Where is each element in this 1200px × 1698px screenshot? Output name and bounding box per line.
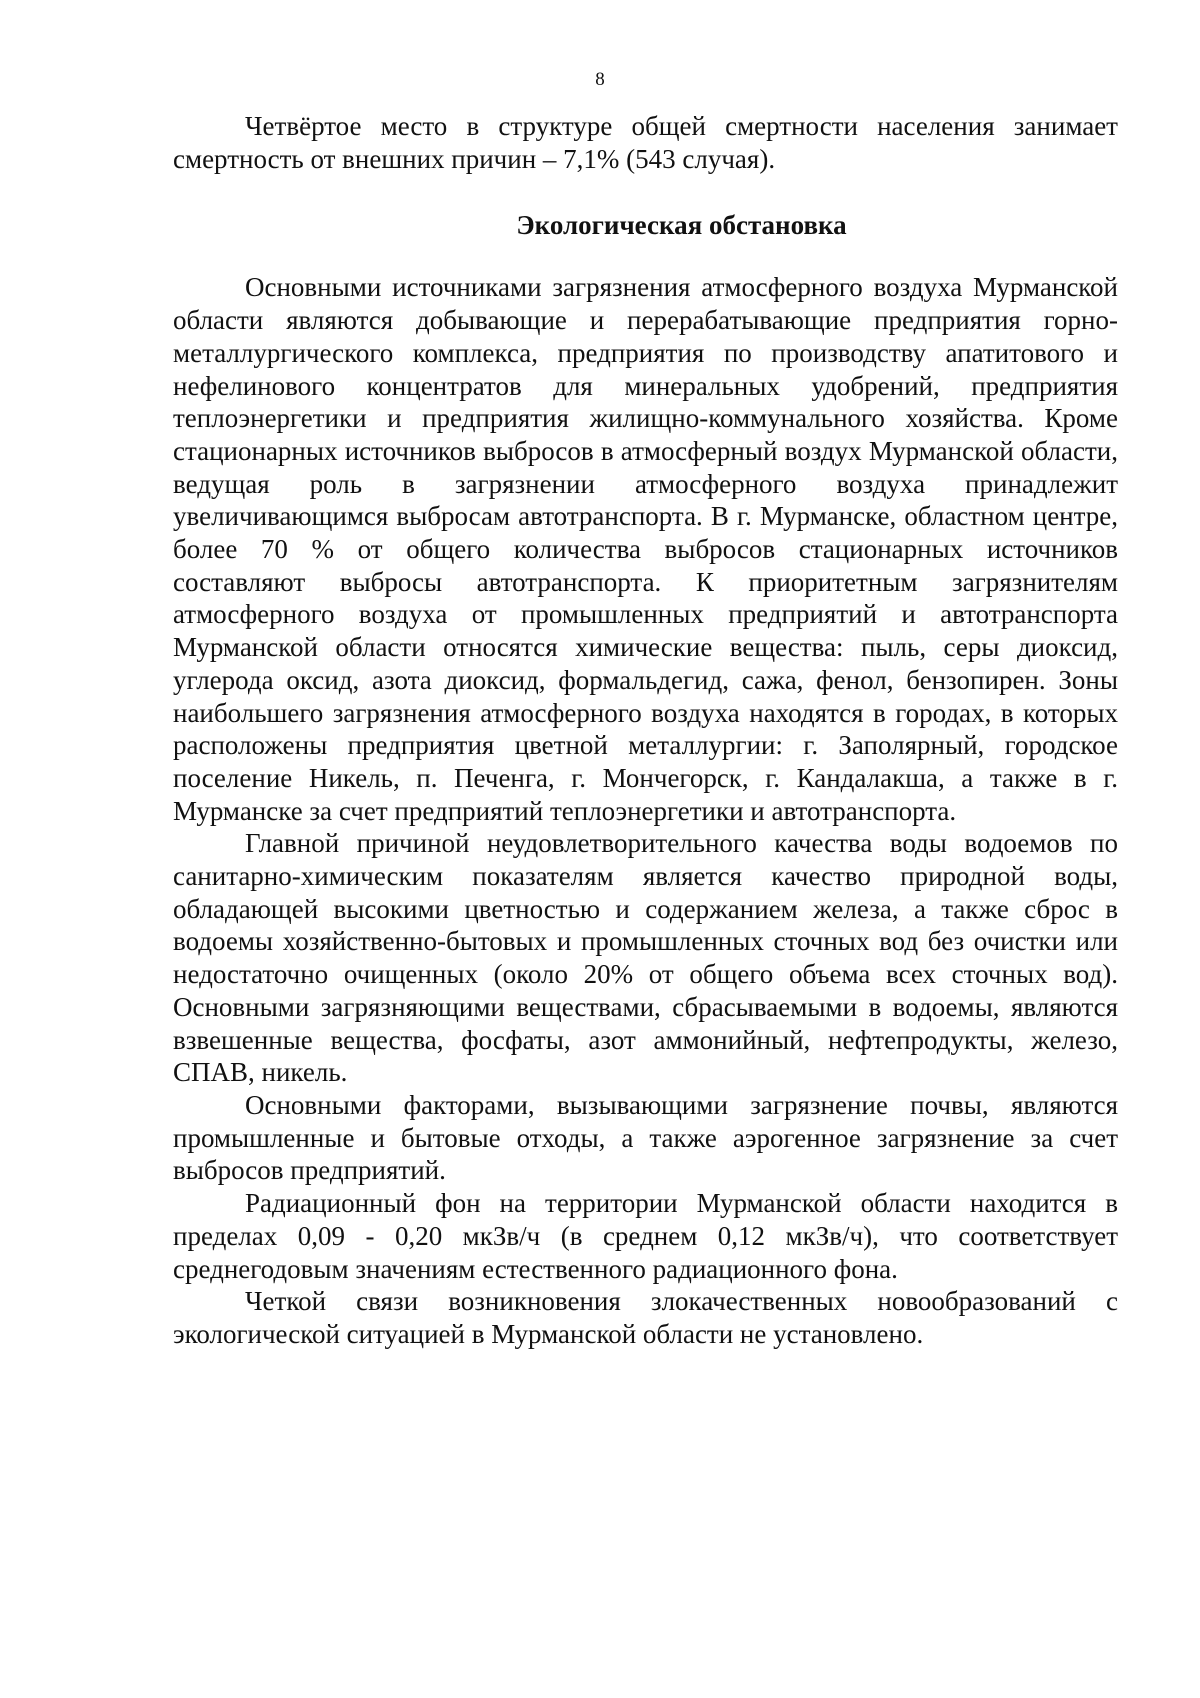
paragraph-soil-pollution: Основными факторами, вызывающими загрязнение почвы, являются промышленные и бытовые отходы, а также аэрогенное загрязнение за счет выбросов предприятий. [173, 1089, 1118, 1186]
intro-paragraph: Четвёртое место в структуре общей смертности населения занимает смертность от внешних причин – 7,1% (543 случая). [173, 111, 1118, 174]
section-title: Экологическая обстановка [516, 210, 847, 241]
paragraph-air-pollution: Основными источниками загрязнения атмосферного воздуха Мурманской области являются добывающие и перерабатывающие предприятия горно-металлургического комплекса, предприятия по производству апатитового и нефелинового концентратов для минеральных удобрений, предприятия теплоэнергетики и предприятия жилищно-коммунального хозяйства. Кроме стационарных источников выбросов в атмосферный воздух Мурманской области, ведущая роль в загрязнении атмосферного воздуха принадлежит увеличивающимся выбросам автотранспорта. В г. Мурманске, областном центре, более 70 % от общего количества выбросов стационарных источников составляют выбросы автотранспорта. К приоритетным загрязнителям атмосферного воздуха от промышленных предприятий и автотранспорта Мурманской области относятся химические вещества: пыль, серы диоксид, углерода оксид, азота диоксид, формальдегид, сажа, фенол, бензопирен. Зоны наибольшего загрязнения атмосферного воздуха находятся в городах, в которых расположены предприятия цветной металлургии: г. Заполярный, городское поселение Никель, п. Печенга, г. Мончегорск, г. Кандалакша, а также в г. Мурманске за счет предприятий теплоэнергетики и автотранспорта. [173, 272, 1118, 826]
page-number: 8 [595, 69, 605, 90]
paragraph-water-quality: Главной причиной неудовлетворительного качества воды водоемов по санитарно-химическим показателям является качество природной воды, обладающей высокими цветностью и содержанием железа, а также сброс в водоемы хозяйственно-бытовых и промышленных сточных вод без очистки или недостаточно очищенных (около 20% от общего объема всех сточных вод). Основными загрязняющими веществами, сбрасываемыми в водоемы, являются взвешенные вещества, фосфаты, азот аммонийный, нефтепродукты, железо, СПАВ, никель. [173, 828, 1118, 1088]
paragraph-conclusion: Четкой связи возникновения злокачественных новообразований с экологической ситуацией в Мурманской области не установлено. [173, 1286, 1118, 1349]
page-content [173, 110, 1118, 1351]
paragraph-radiation-background: Радиационный фон на территории Мурманской области находится в пределах 0,09 - 0,20 мкЗв/ч (в среднем 0,12 мкЗв/ч), что соответствует среднегодовым значениям естественного радиационного фона. [173, 1188, 1118, 1284]
